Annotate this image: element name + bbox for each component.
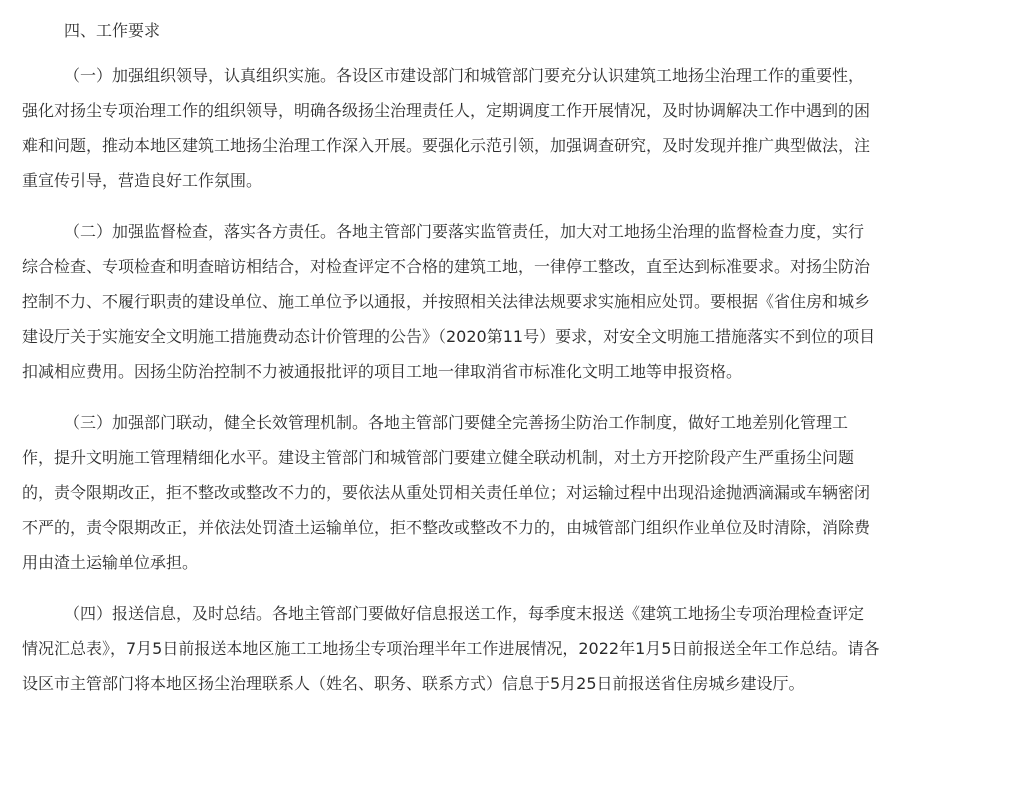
paragraph-1 — [22, 58, 982, 198]
paragraph-line: 设区市主管部门将本地区扬尘治理联系人（姓名、职务、联系方式）信息于5月25日前报送省住房城乡建设厅。 — [22, 674, 805, 693]
paragraph-line: （二）加强监督检查，落实各方责任。各地主管部门要落实监管责任，加大对工地扬尘治理的监督检查力度，实行 — [64, 222, 865, 241]
paragraph-4 — [22, 596, 982, 701]
paragraph-line: 情况汇总表》，7月5日前报送本地区施工工地扬尘专项治理半年工作进展情况，2022年1月5日前报送全年工作总结。请各 — [22, 639, 880, 658]
paragraph-line: （四）报送信息，及时总结。各地主管部门要做好信息报送工作，每季度末报送《建筑工地扬尘专项治理检查评定 — [64, 604, 865, 623]
paragraph-3 — [22, 405, 982, 580]
document-body — [22, 14, 982, 717]
paragraph-line: 的，责令限期改正，拒不整改或整改不力的，要依法从重处罚相关责任单位；对运输过程中出现沿途抛洒滴漏或车辆密闭 — [22, 483, 871, 502]
paragraph-line: 强化对扬尘专项治理工作的组织领导，明确各级扬尘治理责任人，定期调度工作开展情况，及时协调解决工作中遇到的困 — [22, 101, 871, 120]
paragraph-line: （一）加强组织领导，认真组织实施。各设区市建设部门和城管部门要充分认识建筑工地扬尘治理工作的重要性， — [64, 66, 865, 85]
paragraph-line: 综合检查、专项检查和明查暗访相结合，对检查评定不合格的建筑工地，一律停工整改，直至达到标准要求。对扬尘防治 — [22, 257, 871, 276]
paragraph-line: 扣减相应费用。因扬尘防治控制不力被通报批评的项目工地一律取消省市标准化文明工地等申报资格。 — [22, 362, 743, 381]
paragraph-line: 用由渣土运输单位承担。 — [22, 553, 199, 572]
paragraph-line: 重宣传引导，营造良好工作氛围。 — [22, 171, 263, 190]
paragraph-line: 难和问题，推动本地区建筑工地扬尘治理工作深入开展。要强化示范引领，加强调查研究，及时发现并推广典型做法，注 — [22, 136, 871, 155]
section-heading: 四、工作要求 — [64, 21, 161, 40]
paragraph-line: 作，提升文明施工管理精细化水平。建设主管部门和城管部门要建立健全联动机制，对土方开挖阶段产生严重扬尘问题 — [22, 448, 855, 467]
paragraph-line: 建设厅关于实施安全文明施工措施费动态计价管理的公告》（2020第11号）要求，对安全文明施工措施落实不到位的项目 — [22, 327, 876, 346]
paragraph-2 — [22, 214, 982, 389]
paragraph-line: 不严的，责令限期改正，并依法处罚渣土运输单位，拒不整改或整改不力的，由城管部门组织作业单位及时清除，消除费 — [22, 518, 871, 537]
paragraph-line: （三）加强部门联动，健全长效管理机制。各地主管部门要健全完善扬尘防治工作制度，做好工地差别化管理工 — [64, 413, 849, 432]
paragraph-line: 控制不力、不履行职责的建设单位、施工单位予以通报，并按照相关法律法规要求实施相应处罚。要根据《省住房和城乡 — [22, 292, 871, 311]
